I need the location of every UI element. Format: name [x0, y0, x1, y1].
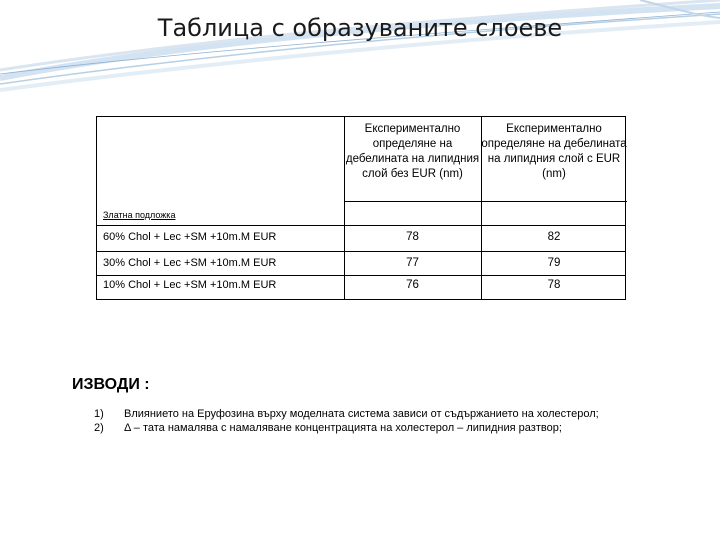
value-without-eur: 77: [406, 257, 419, 269]
table-divider: [97, 225, 625, 226]
header-with-eur: Експериментално определяне на дебелината на липидния слой с EUR (nm): [481, 123, 627, 180]
substrate-label: Златна подложка: [103, 210, 176, 220]
row-label: 30% Chol + Lec +SM +10m.M EUR: [103, 257, 277, 269]
value-with-eur: 79: [547, 257, 561, 269]
row-label: 10% Chol + Lec +SM +10m.M EUR: [103, 279, 277, 291]
value-with-eur: 82: [547, 231, 561, 243]
conclusions-title: ИЗВОДИ :: [72, 376, 150, 393]
conclusion-number: 2): [94, 422, 104, 434]
table-divider: [97, 275, 625, 276]
conclusion-number: 1): [94, 408, 104, 420]
row-label: 60% Chol + Lec +SM +10m.M EUR: [103, 231, 277, 243]
slide-title: Таблица с образуваните слоеве: [157, 14, 563, 42]
table-divider: [344, 201, 627, 202]
results-table: [96, 116, 626, 300]
value-with-eur: 78: [547, 279, 561, 291]
conclusion-text: Δ – тата намалява с намаляване концентрацията на холестерол – липидния разтвор;: [124, 422, 562, 434]
value-without-eur: 76: [406, 279, 419, 291]
table-divider: [97, 251, 625, 252]
header-without-eur: Експериментално определяне на дебелината на липидния слой без EUR (nm): [345, 123, 480, 180]
conclusion-text: Влиянието на Еруфозина върху моделната система зависи от съдържанието на холестерол;: [124, 408, 599, 420]
value-without-eur: 78: [406, 231, 419, 243]
